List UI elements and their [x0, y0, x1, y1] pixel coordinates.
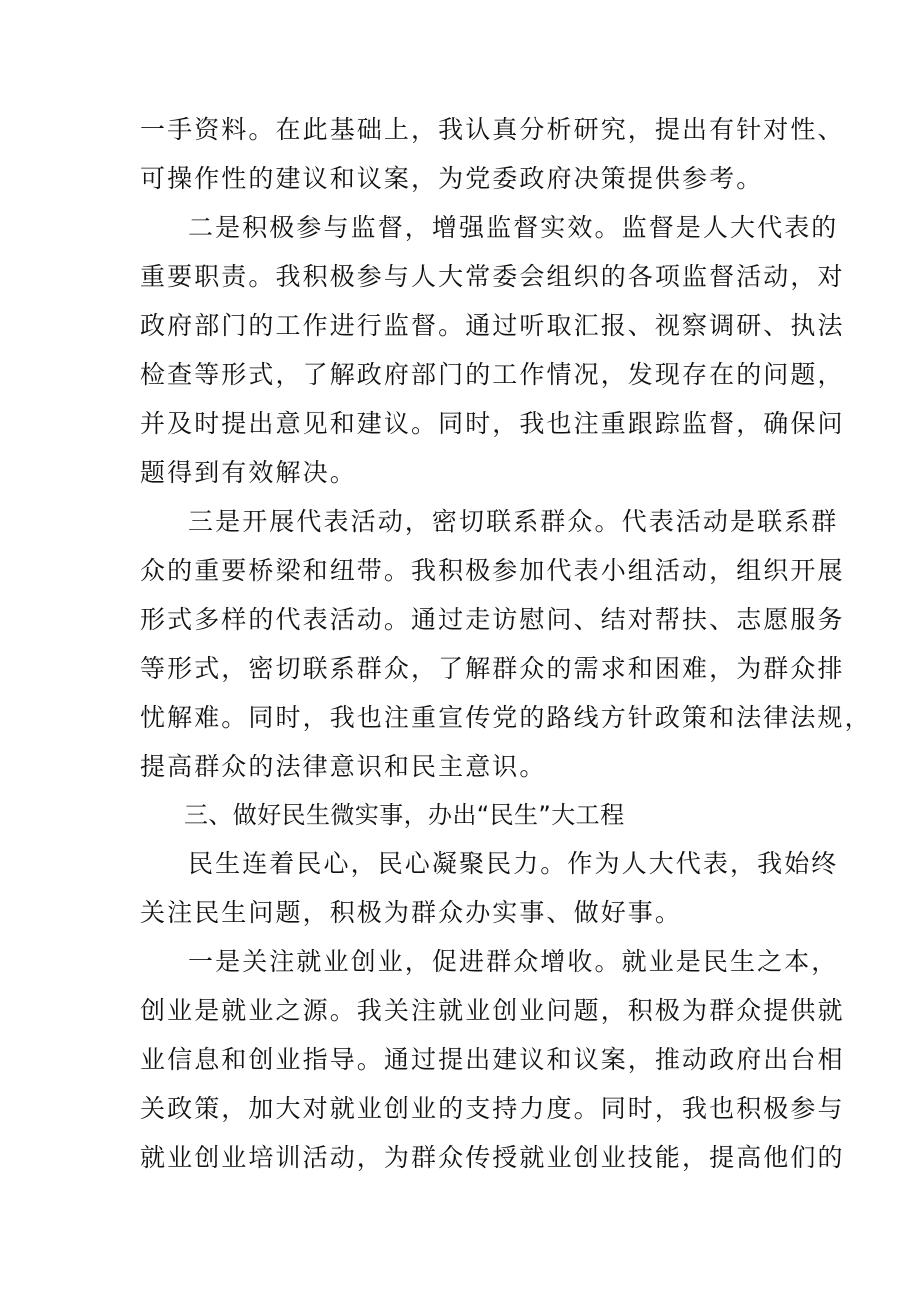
paragraph-line: 三是开展代表活动，密切联系群众。代表活动是联系群: [188, 507, 839, 536]
paragraph-line: 并及时提出意见和建议。同时，我也注重跟踪监督，确保问: [140, 409, 845, 438]
paragraph-line: 等形式，密切联系群众，了解群众的需求和困难，为群众排: [140, 654, 845, 683]
paragraph-line: 民生连着民心，民心凝聚民力。作为人大代表，我始终: [188, 849, 839, 878]
paragraph-line: 重要职责。我积极参与人大常委会组织的各项监督活动，对: [140, 262, 845, 291]
paragraph-line: 关注民生问题，积极为群众办实事、做好事。: [140, 898, 683, 927]
paragraph-line: 众的重要桥梁和纽带。我积极参加代表小组活动，组织开展: [140, 556, 845, 585]
paragraph-line: 检查等形式，了解政府部门的工作情况，发现存在的问题，: [140, 360, 845, 389]
paragraph-line: 可操作性的建议和议案，为党委政府决策提供参考。: [140, 164, 764, 193]
paragraph-line: 提高群众的法律意识和民主意识。: [140, 752, 547, 781]
paragraph-line: 政府部门的工作进行监督。通过听取汇报、视察调研、执法: [140, 311, 845, 340]
paragraph-line: 业信息和创业指导。通过提出建议和议案，推动政府出台相: [140, 1045, 845, 1074]
paragraph-line: 二是积极参与监督，增强监督实效。监督是人大代表的: [188, 213, 839, 242]
paragraph-line: 形式多样的代表活动。通过走访慰问、结对帮扶、志愿服务: [140, 605, 845, 634]
paragraph-line: 创业是就业之源。我关注就业创业问题，积极为群众提供就: [140, 996, 845, 1025]
section-heading: 三、做好民生微实事，办出“民生”大工程: [184, 801, 625, 829]
paragraph-line: 就业创业培训活动，为群众传授就业创业技能，提高他们的: [140, 1143, 845, 1172]
paragraph-line: 关政策，加大对就业创业的支持力度。同时，我也积极参与: [140, 1094, 845, 1123]
paragraph-line: 题得到有效解决。: [140, 458, 357, 487]
paragraph-line: 一手资料。在此基础上，我认真分析研究，提出有针对性、: [140, 115, 845, 144]
paragraph-line: 一是关注就业创业，促进群众增收。就业是民生之本，: [188, 947, 839, 976]
paragraph-line: 忧解难。同时，我也注重宣传党的路线方针政策和法律法规，: [140, 703, 872, 732]
